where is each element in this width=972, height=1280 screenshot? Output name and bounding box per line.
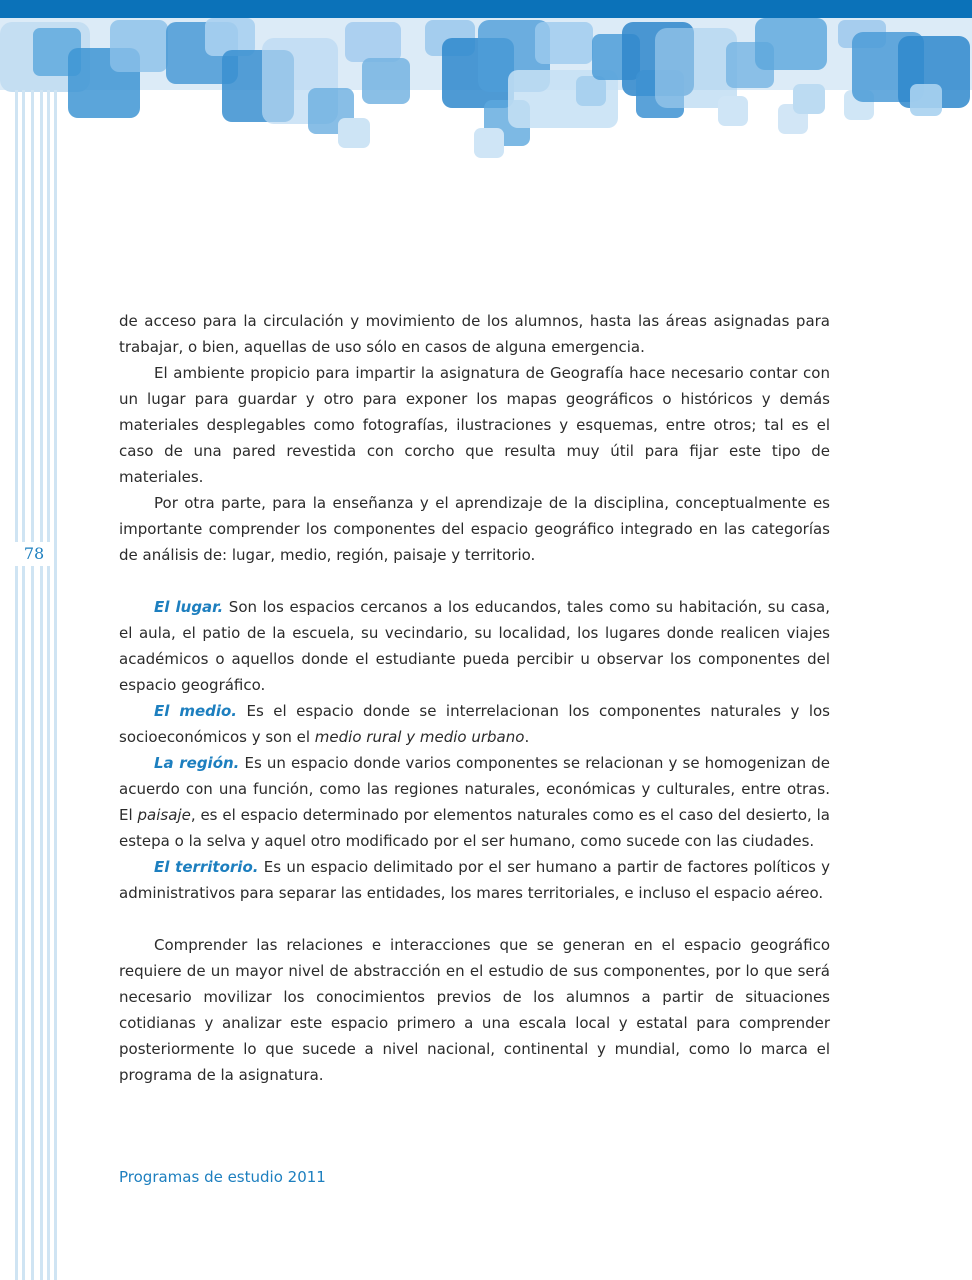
paragraph-region: La región. Es un espacio donde varios componentes se relacionan y se homogenizan de acuerdo con una función, como las regiones naturales, económicas y culturales, entre otras. El paisaje, es el espacio determinado por elementos naturales como es el caso del desierto, la estepa o la selva y aquel otro modificado por el ser humano, como sucede con las ciudades. <box>119 754 830 850</box>
term-region: La región. <box>154 754 240 772</box>
paragraph-territorio: El territorio. Es un espacio delimitado por el ser humano a partir de factores políticos y administrativos para separar las entidades, los mares territoriales, e incluso el espacio aéreo. <box>119 858 830 902</box>
paragraph-conclusion: Comprender las relaciones e interacciones que se generan en el espacio geográfico requiere de un mayor nivel de abstracción en el estudio de sus componentes, por lo que será necesario movilizar los conocimientos previos de los alumnos a partir de situaciones cotidianas y analizar este espacio primero a una escala local y estatal para comprender posteriormente lo que sucede a nivel nacional, continental y mundial, como lo marca el programa de la asignatura. <box>119 936 830 1084</box>
footer-title: Programas de estudio 2011 <box>119 1168 326 1186</box>
left-margin-lines <box>0 90 60 1280</box>
paragraph-lugar: El lugar. Son los espacios cercanos a los educandos, tales como su habitación, su casa, el aula, el patio de la escuela, su vecindario, su localidad, los lugares donde realicen viajes académicos o aquellos donde el estudiante pueda percibir u observar los componentes del espacio geográfico. <box>119 598 830 694</box>
page-number: 78 <box>14 542 54 566</box>
header-decoration <box>0 0 972 170</box>
paragraph-categorias: Por otra parte, para la enseñanza y el aprendizaje de la disciplina, conceptualmente es importante comprender los componentes del espacio geográfico integrado en las categorías de análisis de: lugar, medio, región, paisaje y territorio. <box>119 494 830 564</box>
term-territorio: El territorio. <box>154 858 259 876</box>
emph-paisaje: paisaje <box>137 806 191 824</box>
emph-medio-rural-urbano: medio rural y medio urbano <box>314 728 525 746</box>
paragraph-ambiente: El ambiente propicio para impartir la asignatura de Geografía hace necesario contar con un lugar para guardar y otro para exponer los mapas geográficos o históricos y demás materiales desplegables como fotografías, ilustraciones y esquemas, entre otros; tal es el caso de una pared revestida con corcho que resulta muy útil para fijar este tipo de materiales. <box>119 364 830 486</box>
paragraph-intro: de acceso para la circulación y movimiento de los alumnos, hasta las áreas asignadas para trabajar, o bien, aquellas de uso sólo en casos de alguna emergencia. <box>119 312 830 356</box>
term-lugar: El lugar. <box>154 598 224 616</box>
body-text <box>119 308 830 1088</box>
paragraph-medio: El medio. Es el espacio donde se interrelacionan los componentes naturales y los socioeconómicos y son el medio rural y medio urbano. <box>119 702 831 746</box>
term-medio: El medio. <box>154 702 238 720</box>
